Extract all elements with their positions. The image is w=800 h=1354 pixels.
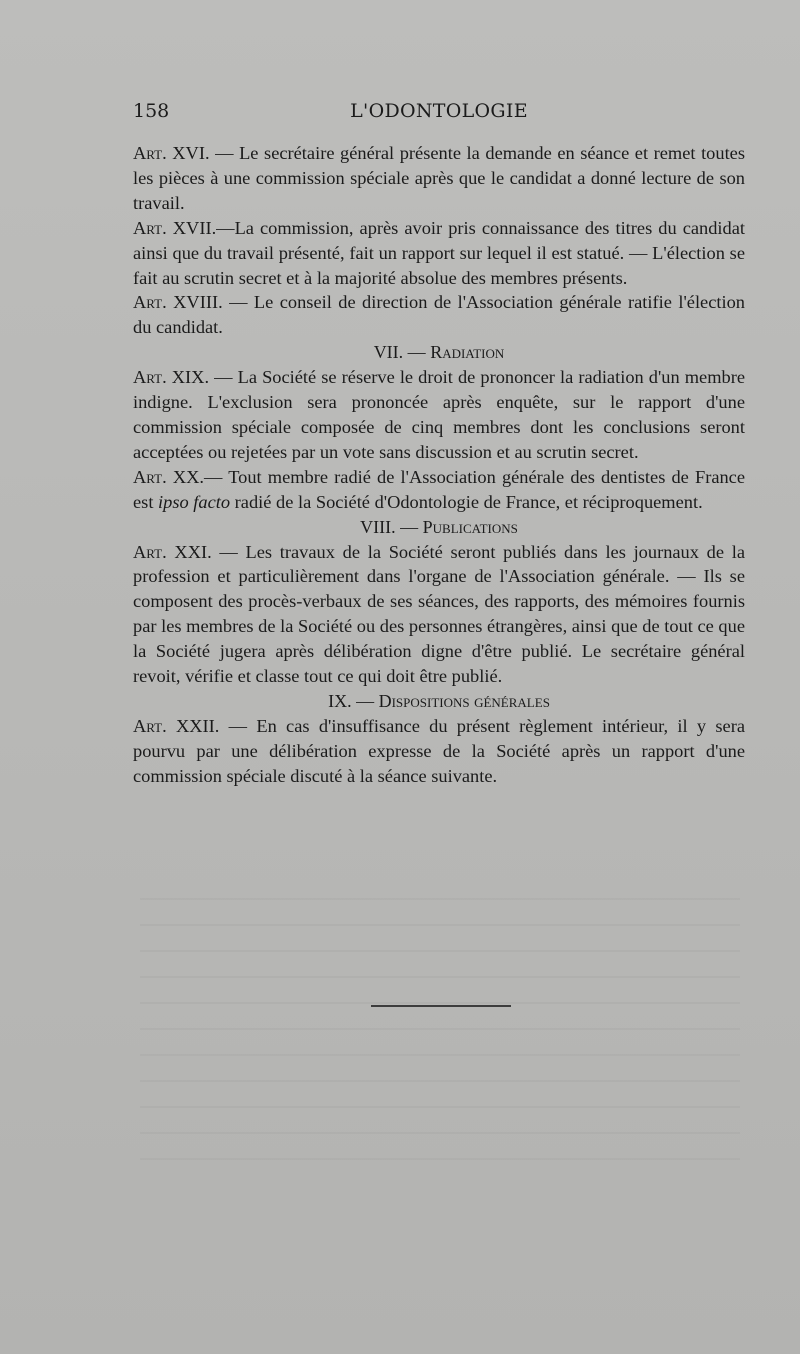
section-title: Radiation <box>430 342 505 363</box>
article-label: Art. XVI. <box>133 143 210 163</box>
article-text: — Les travaux de la Société seront publiés dans les journaux de la profession et particulièrement dans l'organe de l'Association générale. — Ils se composent des procès-verbaux de ses séances, des rapports, des mémoires fournis par les membres de la Société ou des personnes étrangères, ainsi que de tout ce que la Société jugera après délibération digne d'être publié. Le secrétaire général revoit, vérifie et classe tout ce qui doit être publié. <box>133 541 745 687</box>
article-22 <box>133 714 745 789</box>
article-16 <box>133 141 745 216</box>
section-number: VIII. — <box>360 516 419 537</box>
section-heading-dispositions <box>133 689 745 714</box>
section-title: Dispositions générales <box>378 690 550 711</box>
bleed-through-shadow <box>140 880 740 1180</box>
page-header <box>133 100 745 130</box>
article-21 <box>133 540 745 689</box>
running-title: L'ODONTOLOGIE <box>350 100 528 122</box>
section-number: IX. — <box>328 690 375 711</box>
article-text-end: radié de la Société d'Odontologie de France, et réciproquement. <box>230 491 703 512</box>
page-number: 158 <box>133 100 170 122</box>
article-text: — Le conseil de direction de l'Association générale ratifie l'élection du candidat. <box>133 292 745 338</box>
section-title: Publications <box>422 516 518 537</box>
article-17 <box>133 216 745 291</box>
article-19 <box>133 365 745 465</box>
article-label: Art. XVII. <box>133 217 217 238</box>
article-18 <box>133 290 745 340</box>
article-label: Art. XIX. <box>133 367 210 388</box>
article-label: Art. XXII. <box>133 715 220 736</box>
article-text: — En cas d'insuffisance du présent règlement intérieur, il y sera pourvu par une délibération expresse de la Société après un rapport d'une commission spéciale discuté à la séance suivante. <box>133 715 746 786</box>
article-label: Art. XVIII. <box>133 292 223 313</box>
article-text: —La commission, après avoir pris connaissance des titres du candidat ainsi que du travail présenté, fait un rapport sur lequel il est statué. — L'élection se fait au scrutin secret et à la majorité absolue des membres présents. <box>133 217 745 288</box>
article-20 <box>133 465 745 515</box>
section-number: VII. — <box>373 342 426 363</box>
page-body <box>133 141 745 789</box>
section-heading-publications <box>133 515 745 540</box>
article-label: Art. XX. <box>133 466 205 487</box>
section-heading-radiation <box>133 340 745 365</box>
article-italic: ipso facto <box>158 491 231 512</box>
article-text: — La Société se réserve le droit de prononcer la radiation d'un membre indigne. L'exclusion sera prononcée après enquête, sur le rapport d'une commission spéciale composée de cinq membres dont les conclusions seront acceptées ou rejetées par un vote sans discussion et au scrutin secret. <box>133 367 746 462</box>
article-text: — Le secrétaire général présente la demande en séance et remet toutes les pièces à une commission spéciale après que le candidat a donné lecture de son travail. <box>133 143 745 213</box>
article-label: Art. XXI. <box>133 541 212 562</box>
article-text: — Tout membre radié de l'Association générale des dentistes de France est <box>133 466 746 512</box>
closing-rule <box>371 1005 511 1007</box>
